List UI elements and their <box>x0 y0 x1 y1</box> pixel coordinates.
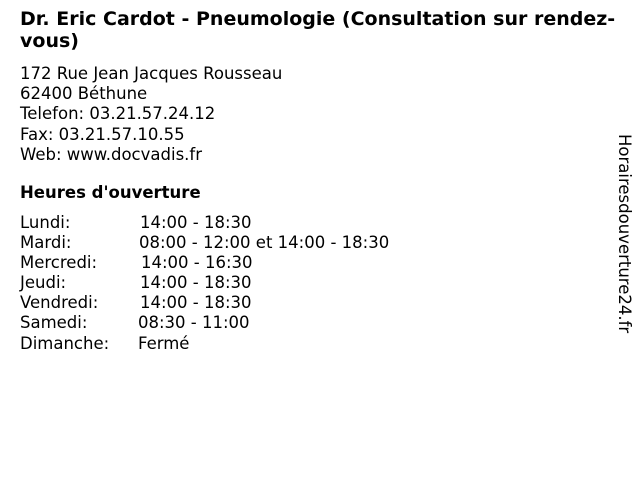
phone-number: Telefon: 03.21.57.24.12 <box>20 104 216 124</box>
city-address: 62400 Béthune <box>20 84 148 104</box>
day-label: Samedi: <box>20 313 88 333</box>
street-address: 172 Rue Jean Jacques Rousseau <box>20 64 283 83</box>
time-value: 08:00 - 12:00 et 14:00 - 18:30 <box>139 233 390 253</box>
page-title: Dr. Eric Cardot - Pneumologie (Consultation sur rendez-vous) <box>20 8 616 52</box>
hours-heading: Heures d'ouverture <box>20 183 201 202</box>
time-value: 14:00 - 18:30 <box>140 273 252 293</box>
time-value: 08:30 - 11:00 <box>138 313 250 333</box>
website-link: Web: www.docvadis.fr <box>20 144 202 164</box>
address-block <box>20 64 282 165</box>
fax-number: Fax: 03.21.57.10.55 <box>20 124 185 144</box>
day-label: Vendredi: <box>20 293 99 313</box>
day-label: Mardi: <box>20 233 72 253</box>
time-value: Fermé <box>138 333 190 353</box>
side-brand-watermark: Horairesdouverture24.fr <box>615 134 634 334</box>
time-value: 14:00 - 16:30 <box>141 253 253 273</box>
day-label: Jeudi: <box>20 273 67 293</box>
day-label: Mercredi: <box>20 253 98 273</box>
time-value: 14:00 - 18:30 <box>140 293 252 313</box>
time-value: 14:00 - 18:30 <box>140 213 252 232</box>
day-label: Lundi: <box>20 213 71 232</box>
day-label: Dimanche: <box>20 333 110 353</box>
